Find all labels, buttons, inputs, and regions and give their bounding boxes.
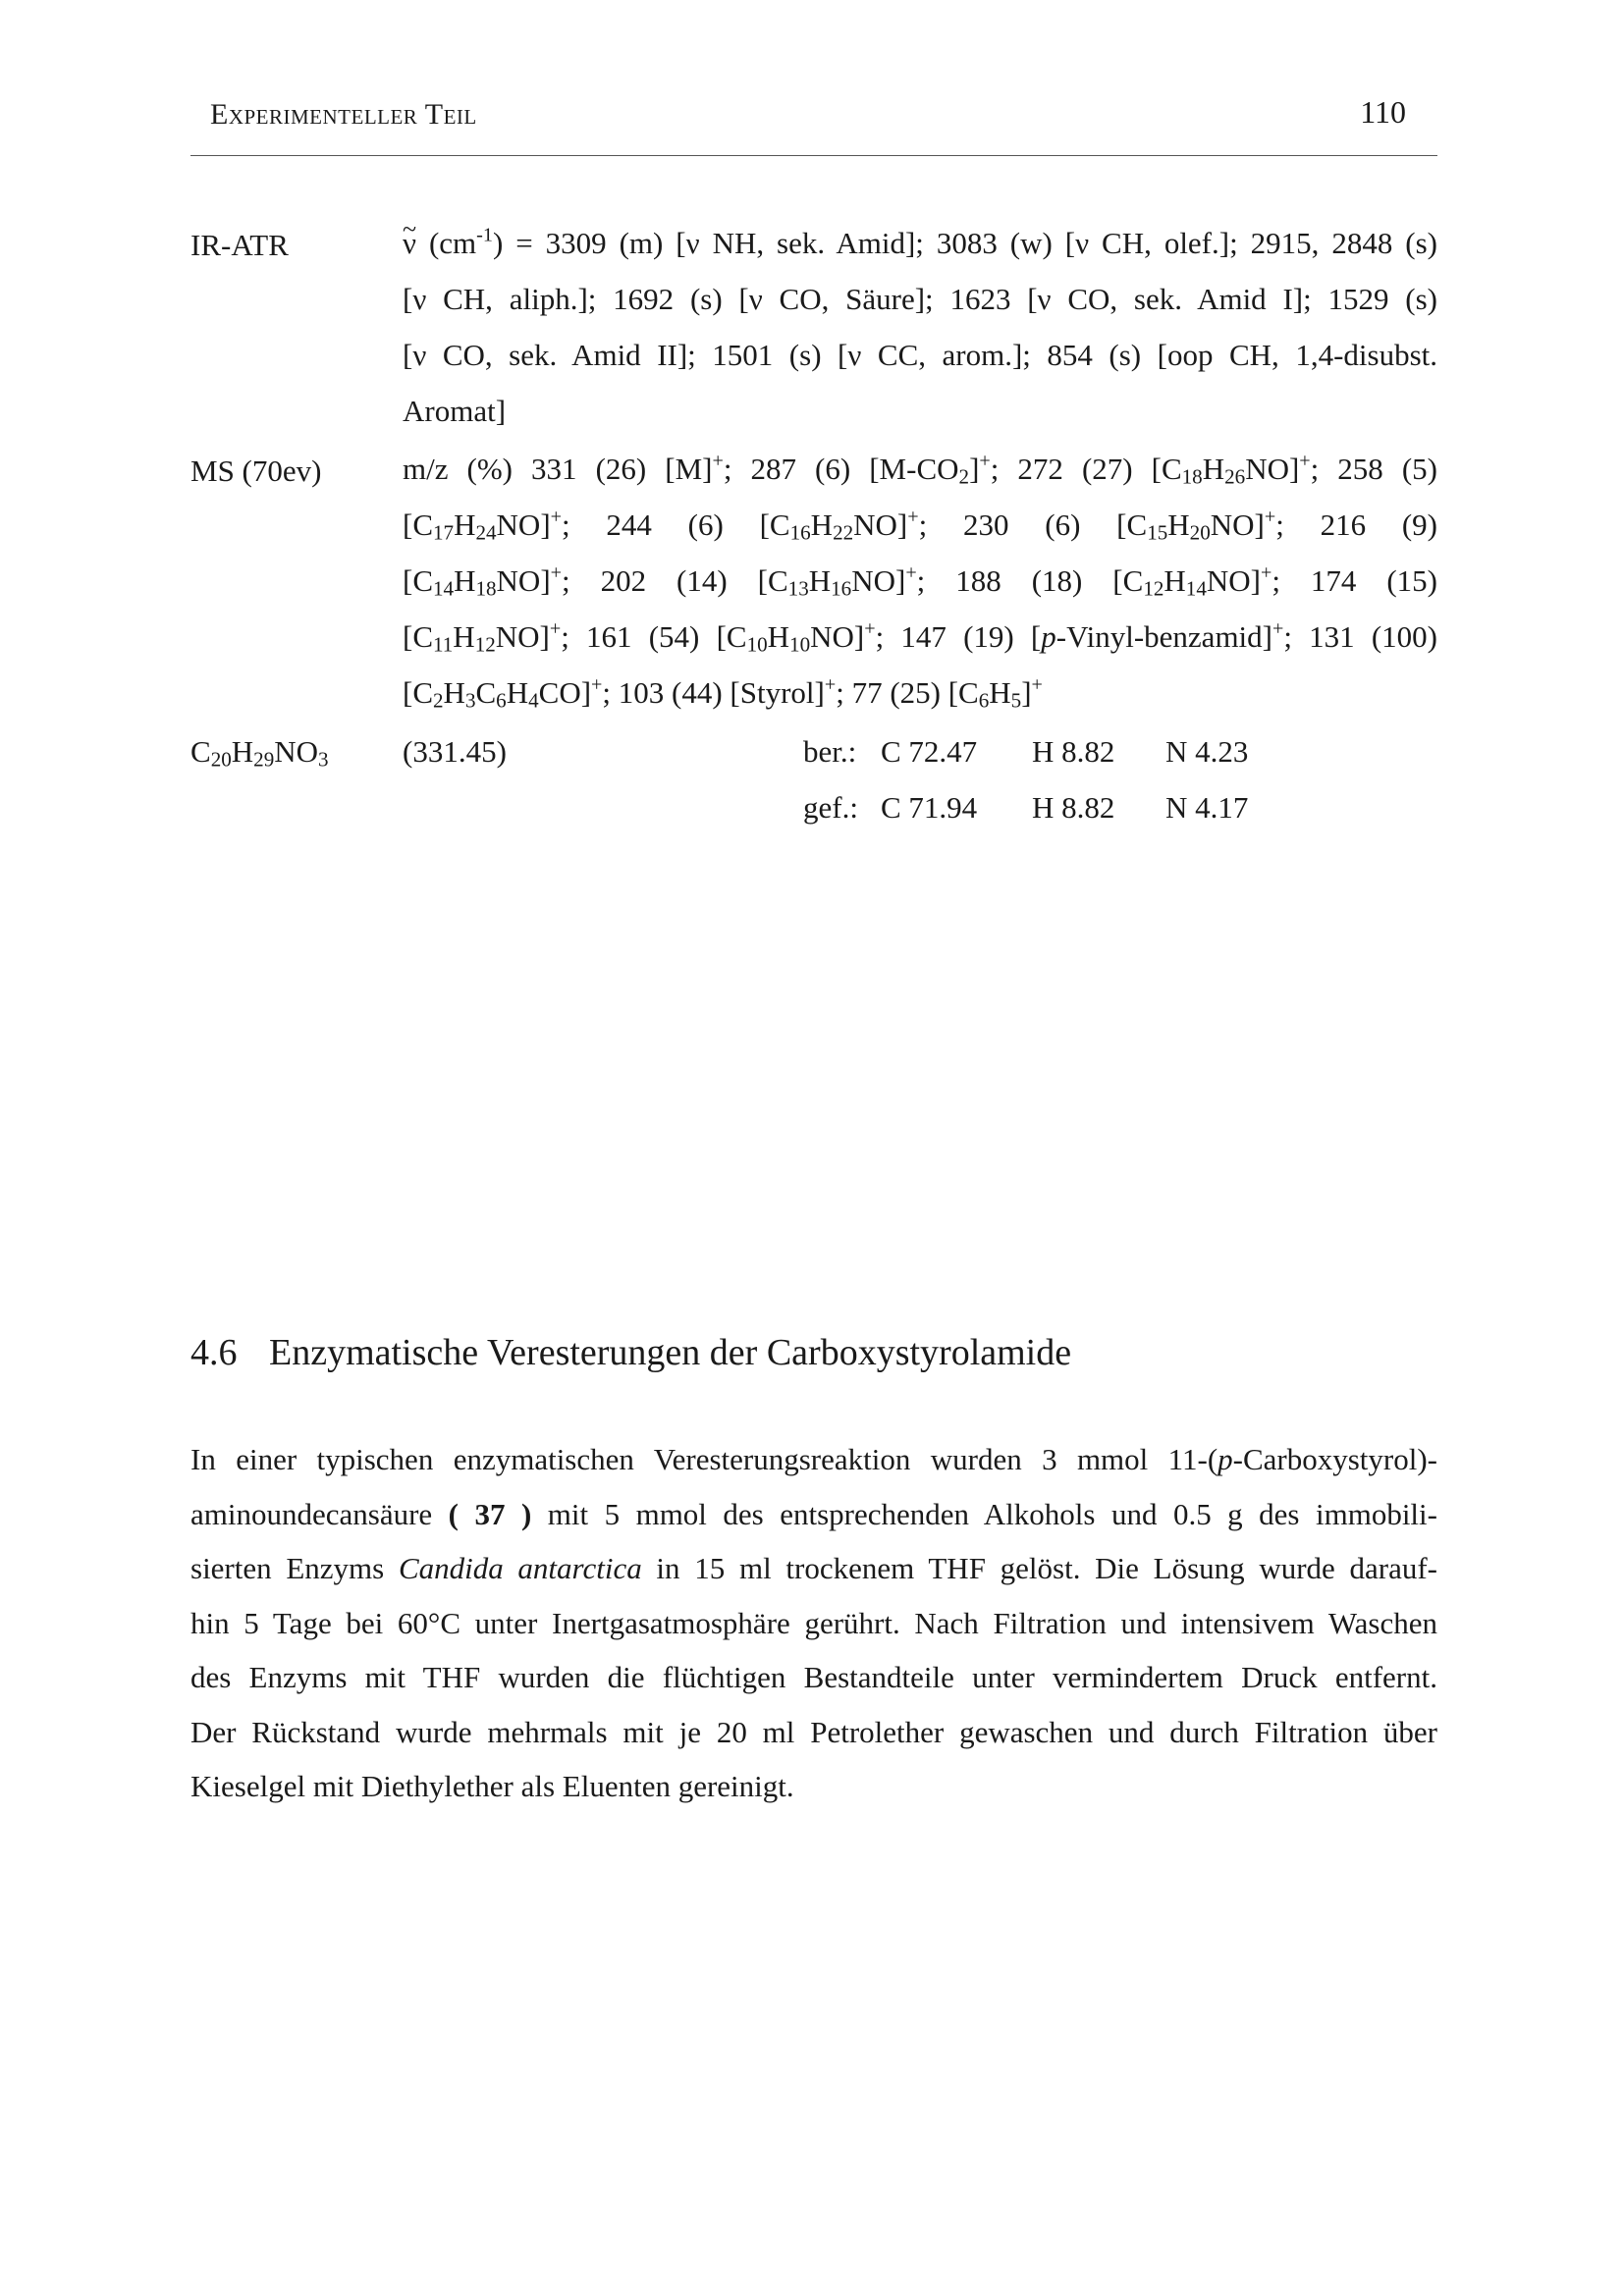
ir-line-1: ~ ν $(cm^{-1}) = 3309$ (m) [ν NH, sek. Amid]; 3083 (w) [ν CH, olef.]; 2915, 2848 (s) [403, 222, 1437, 278]
body-paragraph [190, 1438, 1437, 1820]
ms-line-1: m/z (%) 331 (26) [M]+; 287 (6) $[M-CO_2]^+$; 272 (27) $[C_{18}H_{26}NO]^+$; 258 (5) [403, 450, 1437, 489]
section-title: Enzymatische Veresterungen der Carboxystyrolamide [269, 1332, 1072, 1373]
section-number: 4.6 [190, 1332, 238, 1373]
ms-line-3: $[C_{14}H_{18}NO]^+$; 202 (14) $[C_{13}H_{16}NO]^+$; 188 (18) $[C_{12}H_{14}NO]^+$; 174 (15) [403, 561, 1438, 601]
molecular-formula: $C_{20}H_{29}NO_3$ [190, 734, 329, 772]
para-line: Kieselgel mit Diethylether als Eluenten gereinigt. [190, 1769, 794, 1803]
ir-lines [403, 222, 1437, 446]
enzyme-name: Candida antarctica [398, 1551, 642, 1585]
ms-line-4: $[C_{11}H_{12}NO]^+$; 161 (54) $[C_{10}H_{10}NO]^+$; 147 (19) [p-Vinyl-benzamid]+; 131 (100) [403, 617, 1438, 657]
para-line: hin 5 Tage bei 60°C unter Inertgasatmosphäre gerührt. Nach Filtration und intensivem Waschen [190, 1605, 1437, 1640]
para-line: des Enzyms mit THF wurden die flüchtigen Bestandteile unter vermindertem Druck entfernt. [190, 1660, 1437, 1694]
para-line: Der Rückstand wurde mehrmals mit je 20 ml Petrolether gewaschen und durch Filtration über [190, 1714, 1437, 1749]
elemental-analysis [190, 728, 1437, 846]
ms-lines [403, 448, 1437, 727]
ir-line-4: Aromat] [403, 394, 507, 428]
para-line: aminoundecansäure ( 37 ) mit 5 mmol des entsprechenden Alkohols und 0.5 g des immobili- [190, 1496, 1437, 1531]
para-line: In einer typischen enzymatischen Veresterungsreaktion wurden 3 mmol 11-(p-Carboxystyrol)- [190, 1442, 1437, 1476]
nu-tilde-symbol: ~ ν [403, 222, 416, 265]
ir-label: IR-ATR [190, 228, 289, 262]
compound-number: ( 37 ) [448, 1496, 532, 1531]
ms-line-5: $[C_2H_3C_6H_4CO]^+$; 103 (44) [Styrol]+; 77 (25) $[C_6H_5]^+$ [403, 673, 1043, 713]
molar-mass: (331.45) [403, 734, 507, 769]
para-line: sierten Enzyms Candida antarctica in 15 ml trockenem THF gelöst. Die Lösung wurde darauf- [190, 1551, 1438, 1585]
page-header [190, 90, 1437, 156]
calc-h: H 8.82 [1032, 734, 1115, 769]
ms-line-2: $[C_{17}H_{24}NO]^+$; 244 (6) $[C_{16}H_{22}NO]^+$; 230 (6) $[C_{15}H_{20}NO]^+$; 216 (9) [403, 506, 1438, 545]
found-label: gef.: [803, 790, 858, 825]
calc-c: C 72.47 [881, 734, 978, 769]
calc-n: N 4.23 [1165, 734, 1249, 769]
ir-line-3: [ν CO, sek. Amid II]; 1501 (s) [ν CC, arom.]; 854 (s) [oop CH, 1,4-disubst. [403, 338, 1437, 372]
section-heading [190, 1331, 1071, 1374]
found-c: C 71.94 [881, 790, 978, 825]
ir-line-2: [ν CH, aliph.]; 1692 (s) [ν CO, Säure]; 1623 [ν CO, sek. Amid I]; 1529 (s) [403, 282, 1437, 316]
found-n: N 4.17 [1165, 790, 1249, 825]
found-h: H 8.82 [1032, 790, 1115, 825]
calc-label: ber.: [803, 734, 857, 769]
ms-label: MS (70ev) [190, 454, 322, 488]
header-title: Experimenteller Teil [210, 98, 477, 131]
page-number: 110 [1360, 94, 1406, 130]
